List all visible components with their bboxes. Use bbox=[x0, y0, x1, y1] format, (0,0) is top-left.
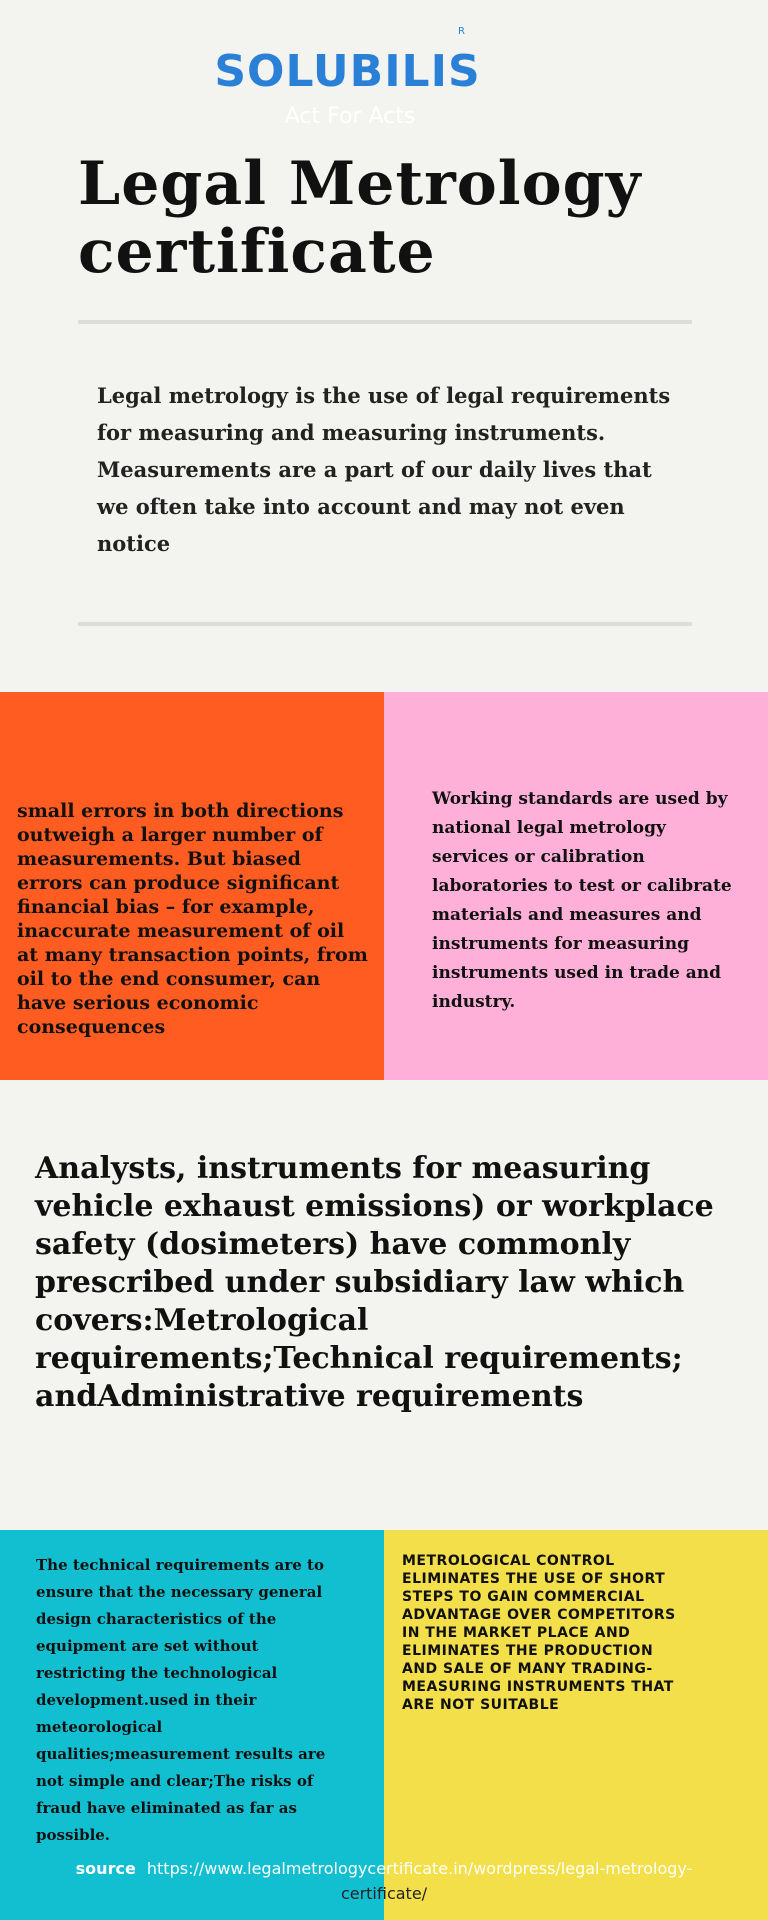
source-url-main[interactable]: https://www.legalmetrologycertificate.in/wordpress/legal-metrology- bbox=[146, 1859, 693, 1878]
highlight-paragraph: Analysts, instruments for measuring vehicle exhaust emissions) or workplace safety (dosimeters) have commonly prescribed under subsidiary law which covers:Metrological requirements;Technical requirements; andAdministrative requirements bbox=[35, 1151, 714, 1414]
panel-orange-text: small errors in both directions outweigh a larger number of measurements. But biased errors can produce significant financial bias – for example, inaccurate measurement of oil at many transaction points, from oil to the end consumer, can have serious economic consequences bbox=[17, 800, 368, 1038]
panel-orange bbox=[0, 692, 384, 1080]
source-link[interactable] bbox=[147, 1859, 692, 1903]
source-label: source bbox=[75, 1859, 136, 1878]
panel-cyan-text: The technical requirements are to ensure that the necessary general design characteristics of the equipment are set without restricting the technological development.used in their meteorological qualities;measurement results are not simple and clear;The risks of fraud have eliminated as far as possible. bbox=[36, 1556, 326, 1844]
divider-top bbox=[78, 320, 692, 324]
panel-yellow-text: METROLOGICAL CONTROL ELIMINATES THE USE OF SHORT STEPS TO GAIN COMMERCIAL ADVANTAGE OVER COMPETITORS IN THE MARKET PLACE AND ELIMINATES THE PRODUCTION AND SALE OF MANY TRADING-MEASURING INSTRUMENTS THAT ARE NOT SUITABLE bbox=[402, 1553, 676, 1713]
source-line bbox=[30, 1856, 738, 1906]
panel-pink bbox=[384, 692, 768, 1080]
logo-wordmark bbox=[214, 38, 481, 106]
source-url-tail[interactable]: certificate/ bbox=[340, 1884, 428, 1903]
panel-pink-text: Working standards are used by national legal metrology services or calibration laboratories to test or calibrate materials and measures and instruments for measuring instruments used in trade and industry. bbox=[432, 789, 732, 1012]
brand-logo bbox=[214, 26, 481, 138]
page-title: Legal Metrology certificate bbox=[78, 149, 642, 287]
brand-name: SOLUBILIS bbox=[214, 46, 481, 97]
divider-bottom bbox=[78, 622, 692, 626]
intro-paragraph: Legal metrology is the use of legal requirements for measuring and measuring instruments. Measurements are a part of our daily lives that we often take into account and may not even notice bbox=[97, 383, 671, 556]
brand-tagline: Act For Acts bbox=[284, 104, 416, 129]
registered-mark: R bbox=[458, 26, 465, 37]
